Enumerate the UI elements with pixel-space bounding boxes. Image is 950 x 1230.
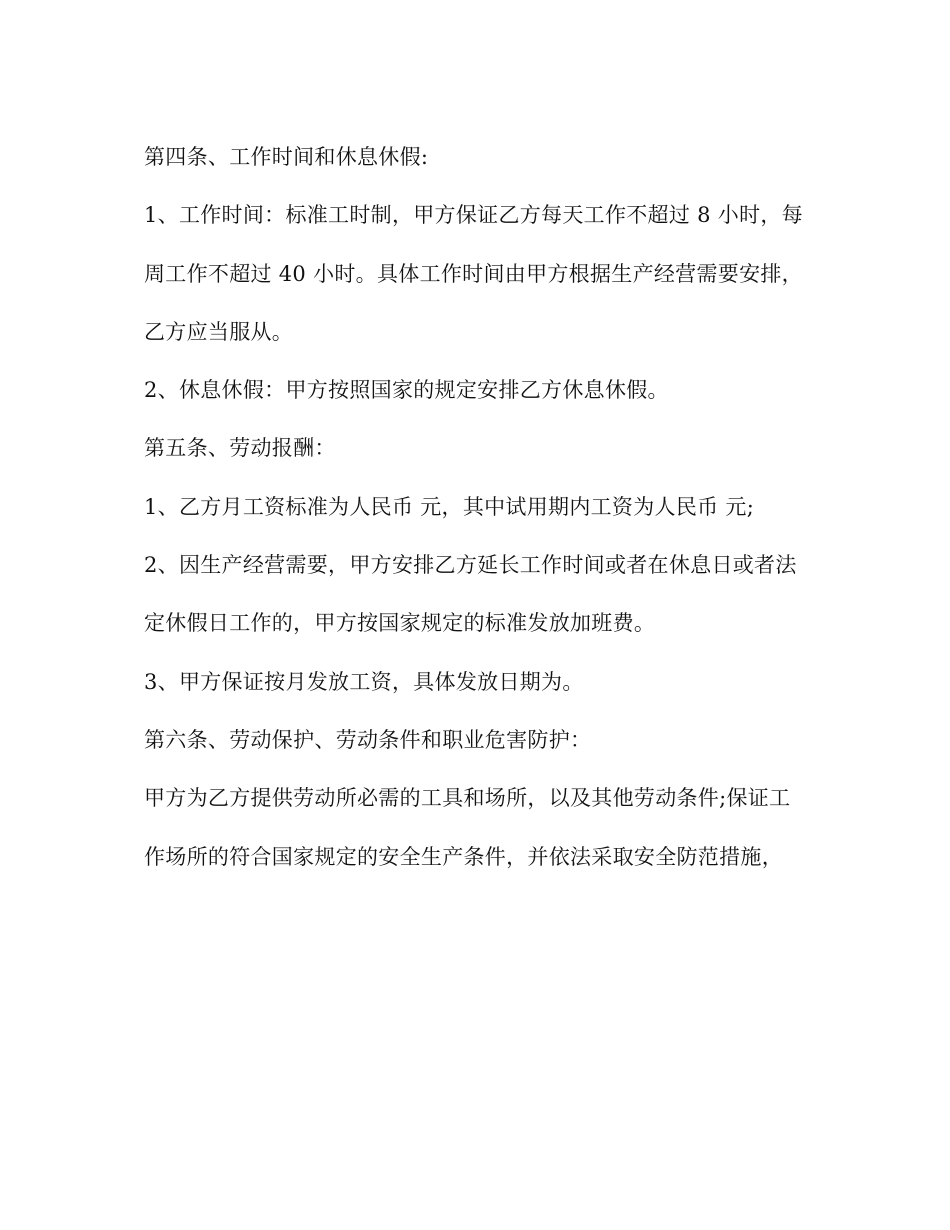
article-6-paragraph-line-1: 甲方为乙方提供劳动所必需的工具和场所，以及其他劳动条件;保证工: [144, 786, 791, 811]
article-6-paragraph-line-2: 作场所的符合国家规定的安全生产条件，并依法采取安全防范措施，: [144, 844, 783, 869]
article-5-clause-2-line-1: 2、因生产经营需要，甲方安排乙方延长工作时间或者在休息日或者法: [144, 553, 797, 578]
article-4-clause-2: 2、休息休假：甲方按照国家的规定安排乙方休息休假。: [144, 378, 669, 403]
document-body: [144, 133, 824, 891]
article-4-clause-1-line-2: 周工作不超过 40 小时。具体工作时间由甲方根据生产经营需要安排，: [144, 261, 803, 286]
article-4-clause-1-line-1: 1、工作时间：标准工时制，甲方保证乙方每天工作不超过 8 小时，每: [144, 203, 803, 228]
article-5-clause-3: 3、甲方保证按月发放工资，具体发放日期为。: [144, 669, 584, 694]
article-5-clause-1: 1、乙方月工资标准为人民币 元，其中试用期内工资为人民币 元;: [144, 494, 755, 519]
article-6-heading: 第六条、劳动保护、劳动条件和职业危害防护：: [144, 727, 592, 752]
article-5-heading: 第五条、劳动报酬：: [144, 436, 336, 461]
article-4-clause-1-line-3: 乙方应当服从。: [144, 319, 294, 344]
article-5-clause-2-line-2: 定休假日工作的，甲方按国家规定的标准发放加班费。: [144, 611, 656, 636]
article-4-heading: 第四条、工作时间和休息休假:: [144, 145, 429, 169]
